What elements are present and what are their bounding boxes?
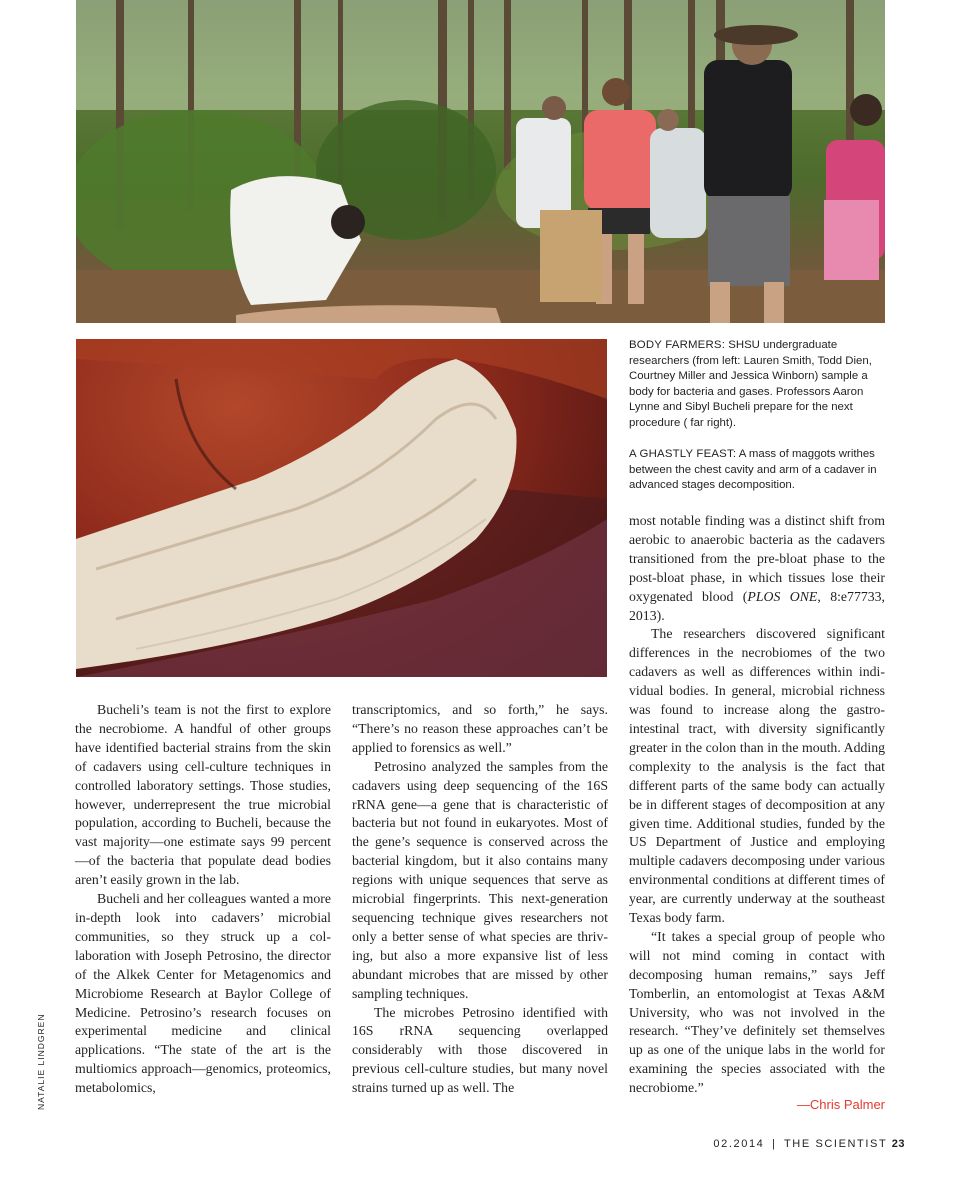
caption-body-farmers	[629, 338, 889, 432]
article-column-1	[75, 701, 331, 1098]
page-footer	[713, 1138, 905, 1150]
paragraph-text: , 8:e77733, 2013).	[629, 588, 885, 623]
journal-name: PLOS ONE	[747, 588, 818, 604]
caption-text: SHSU undergraduate researchers (from left: Lauren Smith, Todd Dien, Courtney Miller and Jessica Winborn) sample a body for bacteria and gases. Professors Aaron Lynne and Sibyl Bucheli prepare for the next procedure ( far right).	[629, 339, 872, 429]
forest-scene-illustration	[76, 0, 885, 323]
paragraph: The microbes Petrosino identified with 16S rRNA sequencing overlapped considerably with those discovered in previous cell-culture studies, but many novel strains turned up as well. The	[352, 1004, 608, 1096]
top-photo	[76, 0, 885, 323]
article-column-3	[629, 512, 885, 1098]
paragraph: Petrosino analyzed the samples from the cadavers using deep sequencing of the 16S rRNA gene—a gene that is characteristic of bacteria but not found in eukaryotes. Most of the gene’s sequence is conserved across the bacterial kingdom, but it also contains many regions with unique sequences that serve as microbial fingerprints. This next-generation sequencing technique gives researchers not only a better sense of what species are thriving, but also a more expansive list of less abundant microbes that are missed by other sampling techniques.	[352, 758, 608, 1001]
magazine-name: THE SCIENTIST	[783, 1138, 888, 1150]
caption-text: A mass of maggots writhes between the chest cavity and arm of a cadaver in advanced stages decomposition.	[629, 448, 877, 492]
paragraph: Bucheli’s team is not the first to explore the necrobiome. A handful of other groups have identified bacterial strains from the skin of cadavers using cell-culture techniques in controlled laboratory settings. Those studies, however, underrepresent the true microbial population, according to Bucheli, because the vast majority—one estimate says 99 percent—of the bacteria that populate dead bodies aren’t easily grown in the lab.	[75, 702, 331, 888]
caption-lead: BODY FARMERS:	[629, 339, 726, 351]
article-column-2	[352, 701, 608, 1098]
author-signature: —Chris Palmer	[796, 1097, 885, 1112]
caption-ghastly-feast	[629, 447, 889, 494]
maggots-photo	[76, 339, 607, 677]
paragraph: “It takes a special group of people who will not mind coming in contact with decomposing human remains,” says Jeff Tomberlin, an entomologist at Texas A&M University, who was not involved in the research. “They’ve definitely set themselves up as one of the unique labs in the world for examining the species associated with the necrobiome.”	[629, 928, 885, 1096]
issue-date: 02.2014	[713, 1138, 765, 1150]
caption-lead: A GHASTLY FEAST:	[629, 448, 737, 460]
paragraph: Bucheli and her colleagues wanted a more in-depth look into cadavers’ microbial communities, so they struck up a collaboration with Joseph Petrosino, the director of the Alkek Center for Metagenomics and Microbiome Research at Baylor College of Medicine. Petrosino’s research focuses on experimental medicine and clinical applications. “The state of the art is the multiomics approach—genomics, proteomics, metabolomics,	[75, 891, 331, 1096]
paragraph	[629, 512, 885, 625]
maggots-illustration	[76, 339, 607, 677]
photo-credit: NATALIE LINDGREN	[36, 1013, 46, 1110]
paragraph-text: most notable finding was a distinct shift from aerobic to anaerobic bacteria as the cadavers transitioned from the pre-bloat phase to the post-bloat phase, in which tissues lose their oxygenated blood (	[629, 513, 885, 604]
paragraph: The researchers discovered significant differences in the necrobiomes of the two cadavers as well as differences within individual bodies. In general, microbial richness was found to increase along the gastrointestinal tract, with diversity significantly greater in the colon than in the mouth. Adding complexity to the analysis is the fact that different parts of the same body can actually be in different stages of decomposition at any given time. Additional studies, funded by the US Department of Justice and employing multiple cadavers decomposing under various environmental conditions at different times of year, are currently underway at the southeast Texas body farm.	[629, 626, 885, 926]
page-number: 23	[891, 1138, 905, 1150]
paragraph: transcriptomics, and so forth,” he says. “There’s no reason these approaches can’t be applied to forensics as well.”	[352, 702, 608, 755]
footer-separator: |	[772, 1138, 777, 1150]
